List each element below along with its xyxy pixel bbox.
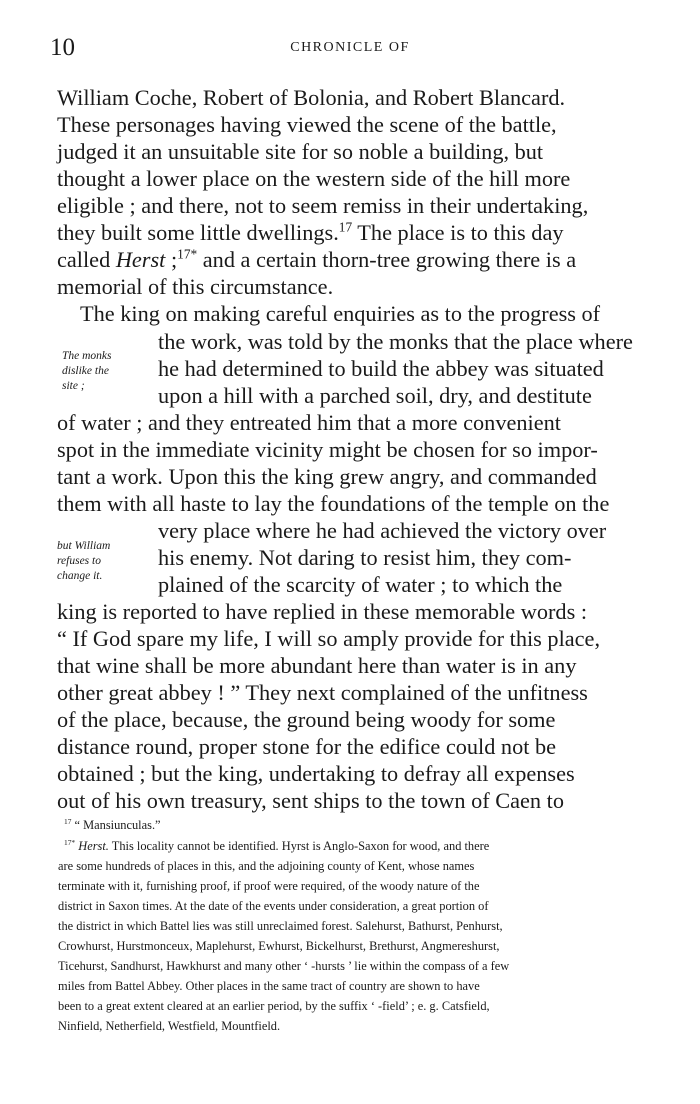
- text-span: and a certain thorn-tree growing there is a: [197, 247, 577, 272]
- text-line: [57, 219, 650, 247]
- text-line: the work, was told by the monks that the place where: [158, 329, 633, 354]
- margin-note-line: refuses to: [57, 555, 101, 567]
- text-line: other great abbey ! ” They next complained of the unfitness: [57, 680, 588, 705]
- text-line: very place where he had achieved the victory over: [158, 518, 607, 543]
- footnote-line: been to a great extent cleared at an earlier period, by the suffix ‘ -field’ ; e. g. Catsfield,: [58, 999, 490, 1013]
- text-line: “ If God spare my life, I will so amply provide for this place,: [57, 626, 601, 651]
- margin-note-line: change it.: [57, 570, 103, 582]
- footnote-line: the district in which Battel lies was still unreclaimed forest. Salehurst, Bathurst, Penhurst,: [58, 919, 503, 933]
- footnote-ref: 17: [338, 219, 353, 235]
- page-number: 10: [50, 34, 75, 61]
- footnote-17-star: [64, 836, 650, 856]
- text-line: These personages having viewed the scene of the battle,: [57, 112, 557, 137]
- footnote-17: [64, 815, 656, 835]
- text-line: he had determined to build the abbey was situated: [158, 356, 604, 381]
- text-line: out of his own treasury, sent ships to the town of Caen to: [57, 788, 564, 813]
- text-span: called: [57, 247, 116, 272]
- text-line: memorial of this circumstance.: [57, 274, 334, 299]
- text-line: spot in the immediate vicinity might be chosen for so impor-: [57, 437, 598, 462]
- footnote-line: Crowhurst, Hurstmonceux, Maplehurst, Ewhurst, Bickelhurst, Brethurst, Angmereshurst,: [58, 939, 500, 953]
- footnote-title: Herst.: [78, 839, 109, 853]
- text-line: The king on making careful enquiries as to the progress of: [80, 301, 601, 326]
- footnote-ref: 17*: [177, 246, 198, 262]
- margin-note-line: but William: [57, 540, 111, 552]
- text-line: of water ; and they entreated him that a more convenient: [57, 410, 561, 435]
- text-line: king is reported to have replied in these memorable words :: [57, 599, 588, 624]
- italic-term: Herst: [115, 247, 166, 272]
- text-line: them with all haste to lay the foundations of the temple on the: [57, 491, 610, 516]
- margin-note-line: site ;: [62, 380, 85, 392]
- text-line: his enemy. Not daring to resist him, they com-: [158, 545, 572, 570]
- text-line: that wine shall be more abundant here than water is in any: [57, 653, 577, 678]
- footnote-line: miles from Battel Abbey. Other places in the same tract of country are shown to have: [58, 979, 480, 993]
- text-line: tant a work. Upon this the king grew angry, and commanded: [57, 464, 597, 489]
- footnote-line: Ticehurst, Sandhurst, Hawkhurst and many other ‘ -hursts ’ lie within the compass of a few: [58, 959, 510, 973]
- text-line: obtained ; but the king, undertaking to defray all expenses: [57, 761, 575, 786]
- footnote-text: This locality cannot be identified. Hyrst is Anglo-Saxon for wood, and there: [108, 839, 490, 853]
- margin-note-line: The monks: [62, 350, 112, 362]
- text-span: The place is to this day: [352, 220, 564, 245]
- text-line: of the place, because, the ground being woody for some: [57, 707, 556, 732]
- text-line: judged it an unsuitable site for so noble a building, but: [57, 139, 544, 164]
- footnote-line: district in Saxon times. At the date of the events under consideration, a great portion of: [58, 899, 489, 913]
- running-head: CHRONICLE OF: [290, 40, 410, 55]
- footnote-mark: 17: [64, 816, 72, 826]
- page-header: [50, 34, 650, 64]
- text-line: distance round, proper stone for the edifice could not be: [57, 734, 557, 759]
- text-line: William Coche, Robert of Bolonia, and Robert Blancard.: [57, 85, 566, 110]
- text-line: upon a hill with a parched soil, dry, and destitute: [158, 383, 592, 408]
- footnote-text: “ Mansiunculas.”: [71, 818, 161, 832]
- margin-note-line: dislike the: [62, 365, 109, 377]
- text-line: [57, 246, 650, 274]
- text-span: they built some little dwellings.: [57, 220, 339, 245]
- footnote-line: terminate with it, furnishing proof, if proof were required, of the woody nature of the: [58, 879, 480, 893]
- footnote-line: Ninfield, Netherfield, Westfield, Mountfield.: [58, 1019, 281, 1033]
- footnote-mark: 17*: [64, 837, 76, 847]
- text-line: eligible ; and there, not to seem remiss in their undertaking,: [57, 193, 589, 218]
- text-span: ;: [165, 247, 178, 272]
- footnote-line: are some hundreds of places in this, and the adjoining county of Kent, whose names: [58, 859, 475, 873]
- text-line: plained of the scarcity of water ; to which the: [158, 572, 563, 597]
- text-line: thought a lower place on the western side of the hill more: [57, 166, 571, 191]
